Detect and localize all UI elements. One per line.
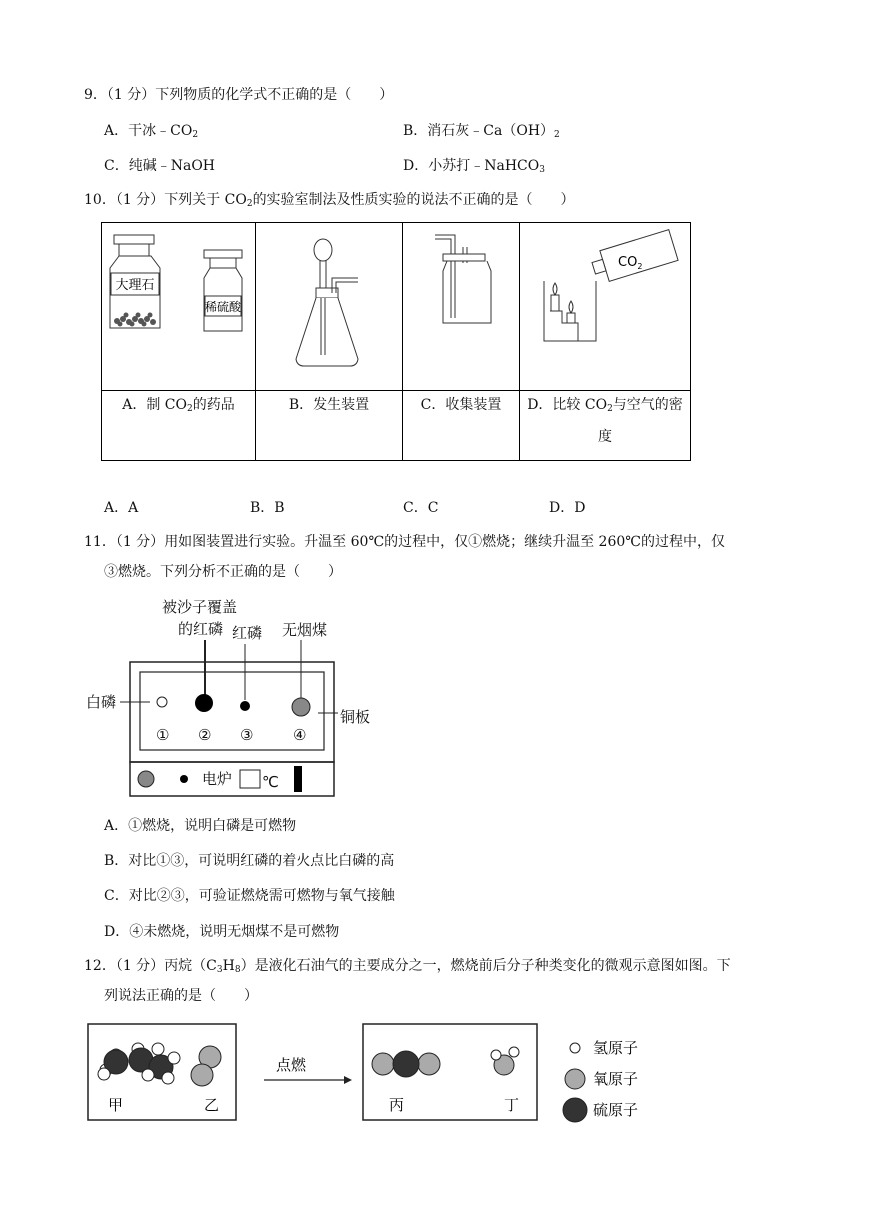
q10-caption-b: B．发生装置 xyxy=(256,391,403,461)
label-electric-stove: 电炉 xyxy=(202,770,233,788)
stove-indicator-icon xyxy=(180,775,188,783)
q10-answer-c[interactable]: C．C xyxy=(403,500,439,516)
q12-reaction-diagram xyxy=(86,1022,656,1132)
q9-text: 下列物质的化学式不正确的是（ ） xyxy=(155,87,394,103)
svg-text:④: ④ xyxy=(293,726,307,744)
covered-red-phosphorus-dot xyxy=(195,694,213,712)
legend-hydrogen: 氢原子 xyxy=(593,1039,639,1057)
q9-stem xyxy=(84,84,393,104)
q9-score: （1 分） xyxy=(106,87,156,103)
q9-option-c[interactable]: C．纯碱﹣NaOH xyxy=(104,158,216,174)
label-red-phosphorus-covered: 的红磷 xyxy=(178,620,224,638)
q10-apparatus-table xyxy=(101,222,691,461)
q11-option-c[interactable]: C．对比②③，可验证燃烧需可燃物与氧气接触 xyxy=(104,888,395,904)
svg-text:①: ① xyxy=(156,726,170,744)
label-yi: 乙 xyxy=(204,1096,220,1114)
gas-collection-illustration xyxy=(403,223,519,386)
red-phosphorus-dot xyxy=(240,701,250,711)
anthracite-dot xyxy=(292,698,310,716)
label-jia: 甲 xyxy=(108,1096,124,1114)
generator-flask-illustration xyxy=(256,223,402,386)
q11-stem-line1: 11．（1 分）用如图装置进行实验。升温至 60℃的过程中，仅①燃烧；继续升温至 260℃的过程中，仅 xyxy=(84,534,725,550)
q11-stem-line2: ③燃烧。下列分析不正确的是（ ） xyxy=(104,564,342,580)
svg-text:③: ③ xyxy=(240,726,254,744)
temperature-display xyxy=(240,770,260,788)
q10-answer-b[interactable]: B．B xyxy=(250,500,285,516)
q10-caption-c: C．收集装置 xyxy=(403,391,520,461)
q10-cell-a-image xyxy=(102,223,256,391)
label-red-phosphorus: 红磷 xyxy=(232,624,263,642)
q11-option-b[interactable]: B．对比①③，可说明红磷的着火点比白磷的高 xyxy=(104,853,395,869)
co2-candle-illustration xyxy=(520,223,690,386)
legend-sulfur: 硫原子 xyxy=(593,1101,639,1119)
q10-answer-a[interactable]: A．A xyxy=(104,500,139,516)
label-celsius: ℃ xyxy=(262,773,279,791)
label-sand-covered: 被沙子覆盖 xyxy=(162,598,238,616)
label-white-phosphorus: 白磷 xyxy=(86,693,117,711)
q9-option-a[interactable]: A．干冰$﹣CO_2$ xyxy=(104,123,199,140)
white-phosphorus-dot xyxy=(157,697,167,707)
hydrogen-atom-legend-icon xyxy=(570,1043,580,1053)
q11-option-d[interactable]: D．④未燃烧，说明无烟煤不是可燃物 xyxy=(104,924,340,940)
q10-caption-a: A．制 $CO_2$的药品 xyxy=(102,391,256,461)
svg-text:②: ② xyxy=(198,726,212,744)
q9-option-d[interactable]: D．小苏打﹣NaHCO$_3$ xyxy=(403,158,545,175)
q9-number: 9． xyxy=(84,87,107,103)
stove-knob-icon xyxy=(138,771,154,787)
q12-stem-line2: 列说法正确的是（ ） xyxy=(104,988,258,1004)
label-copper-plate: 铜板 xyxy=(340,708,371,726)
co2-bottle-label: $CO_2$ xyxy=(618,255,643,271)
label-bing: 丙 xyxy=(389,1096,405,1114)
q10-answer-d[interactable]: D．D xyxy=(549,500,586,516)
q12-stem-line1: 12．（1 分）丙烷$(C_3H_8)$是液化石油气的主要成分之一，燃烧前后分子种类变化的微观示意图如图。下 xyxy=(84,958,731,975)
legend-oxygen: 氧原子 xyxy=(593,1070,639,1088)
label-anthracite: 无烟煤 xyxy=(282,621,328,639)
stove-switch xyxy=(294,766,302,792)
q10-caption-d: D．比较 $CO_2$与空气的密 度 xyxy=(520,391,691,461)
marble-label: 大理石 xyxy=(115,278,155,293)
sulfuric-acid-label: 稀硫酸 xyxy=(204,300,242,314)
label-ignite: 点燃 xyxy=(276,1056,307,1074)
q10-cell-c-image xyxy=(403,223,520,391)
q9-option-b[interactable]: B．消石灰$﹣Ca(OH)_2$ xyxy=(403,123,560,140)
q11-combustion-figure xyxy=(82,592,412,802)
q10-cell-d-image xyxy=(520,223,691,391)
reagent-bottles-illustration xyxy=(102,223,255,386)
q10-stem: 10．（1 分）下列关于 $CO_2$的实验室制法及性质实验的说法不正确的是（ ） xyxy=(84,192,575,209)
oxygen-atom-legend-icon xyxy=(565,1069,585,1089)
sulfur-atom-legend-icon xyxy=(563,1098,587,1122)
q10-cell-b-image xyxy=(256,223,403,391)
q11-option-a[interactable]: A．①燃烧，说明白磷是可燃物 xyxy=(104,818,297,834)
label-ding: 丁 xyxy=(504,1096,520,1114)
